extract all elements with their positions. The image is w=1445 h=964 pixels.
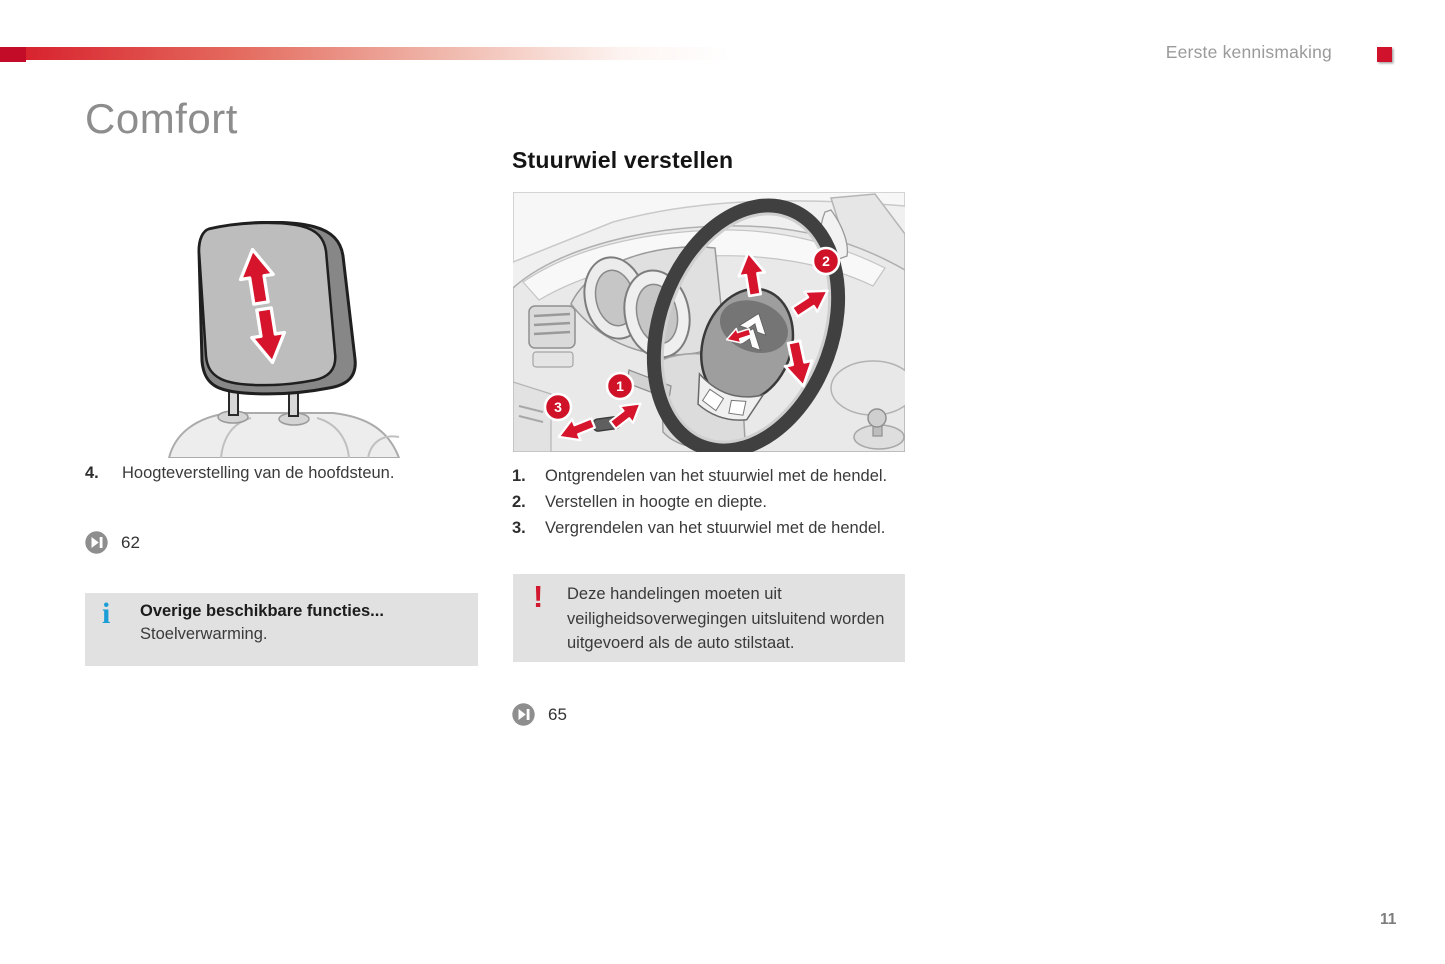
warning-text: Deze handelingen moeten uit veiligheidsoverwegingen uitsluitend worden uitgevoerd als de auto stilstaat. [567,585,885,652]
caption-number: 4. [85,464,99,482]
headrest-caption [85,463,495,483]
headrest-figure [163,221,407,458]
headrest-cushion [199,222,355,394]
info-box-title: Overige beschikbare functies... [140,602,384,620]
page-title: Comfort [85,95,238,142]
page-reference-65 [512,703,567,726]
top-bar-gradient [26,47,730,60]
step-number: 1. [512,467,526,485]
skip-next-icon[interactable] [85,531,108,554]
page-reference-value: 62 [121,532,140,552]
page-number: 11 [1380,911,1397,928]
svg-text:1: 1 [616,378,624,394]
steering-wheel-figure [513,192,905,452]
step-number: 2. [512,493,526,511]
info-icon: i [102,597,111,630]
page-reference-62 [85,531,140,554]
badge-1 [607,373,633,399]
list-item [512,489,922,515]
step-text: Ontgrendelen van het stuurwiel met de hendel. [545,467,888,485]
info-box [85,593,478,666]
svg-text:3: 3 [554,399,562,415]
air-vent [529,306,575,367]
door-panel [513,382,551,452]
list-item [512,463,922,489]
svg-text:2: 2 [822,253,830,269]
warning-box [513,574,905,662]
chapter-label: Eerste kennismaking [1165,42,1332,62]
section-heading: Stuurwiel verstellen [512,147,734,173]
skip-next-icon[interactable] [512,703,535,726]
steering-steps-list [512,463,922,541]
info-box-body: Stoelverwarming. [140,625,268,643]
caption-text: Hoogteverstelling van de hoofdsteun. [122,464,395,482]
step-number: 3. [512,519,526,537]
badge-3 [545,394,571,420]
step-text: Verstellen in hoogte en diepte. [545,493,768,511]
top-bar-accent-block [0,47,26,62]
chapter-marker-square [1377,47,1392,62]
page-reference-value: 65 [548,704,567,724]
list-item [512,515,922,541]
step-text: Vergrendelen van het stuurwiel met de hendel. [545,519,886,537]
badge-2 [813,248,839,274]
warning-exclamation-icon: ! [533,579,544,614]
